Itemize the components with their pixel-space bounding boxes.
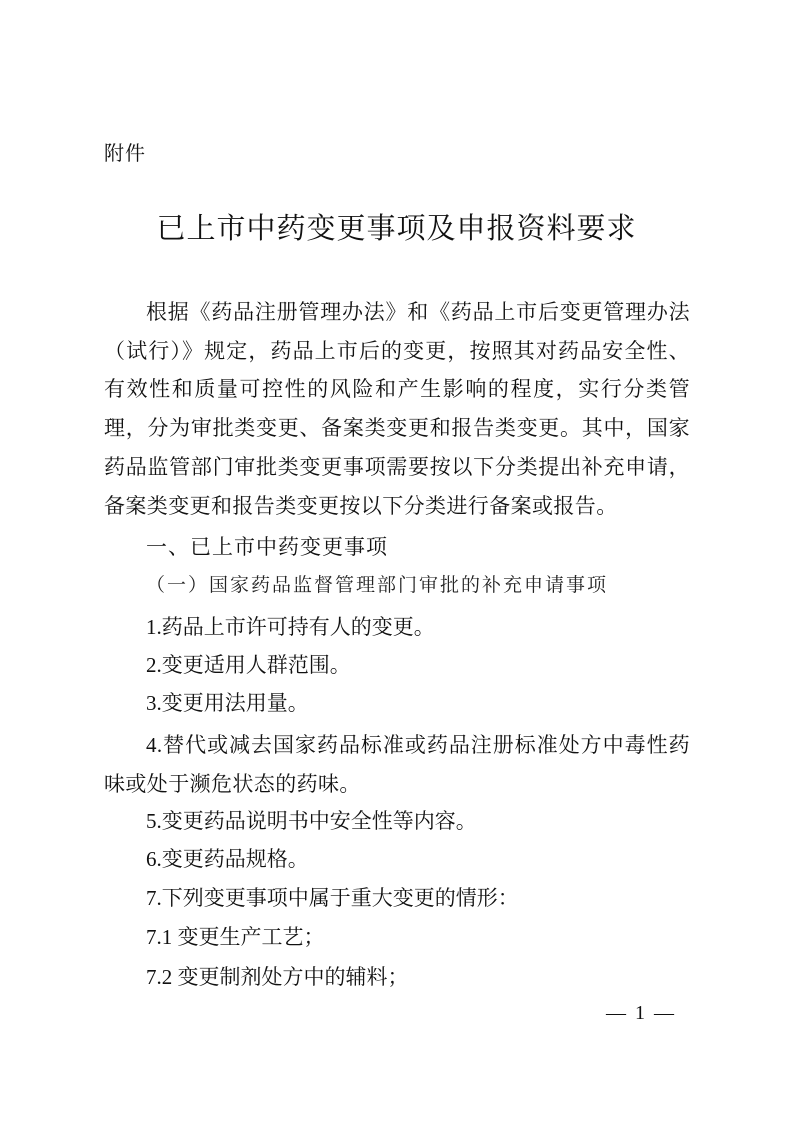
- section-heading: 一、已上市中药变更事项: [146, 535, 388, 559]
- item-text: 变更生产工艺；: [177, 925, 325, 949]
- item-number: 2.: [146, 653, 162, 677]
- item-text: 变更药品说明书中安全性等内容。: [161, 809, 477, 833]
- list-item: [146, 844, 309, 874]
- item-number: 7.: [146, 886, 162, 910]
- page-number: — 1 —: [606, 1002, 676, 1024]
- list-item: [146, 650, 351, 680]
- item-text: 变更药品规格。: [161, 847, 309, 871]
- item-number: 4.: [146, 733, 163, 757]
- intro-paragraph: 根据《药品注册管理办法》和《药品上市后变更管理办法（试行）》规定，药品上市后的变更，按照其对药品安全性、有效性和质量可控性的风险和产生影响的程度，实行分类管理，分为审批类变更、备案类变更和报告类变更。其中，国家药品监管部门审批类变更事项需要按以下分类提出补充申请，备案类变更和报告类变更按以下分类进行备案或报告。: [104, 300, 690, 518]
- list-item: [146, 922, 325, 952]
- list-item: [104, 726, 690, 803]
- item-text: 变更制剂处方中的辅料；: [177, 965, 409, 989]
- item-number: 6.: [146, 847, 162, 871]
- item-text: 替代或减去国家药品标准或药品注册标准处方中毒性药味或处于濒危状态的药味。: [104, 733, 690, 796]
- item-text: 变更适用人群范围。: [161, 653, 351, 677]
- item-text: 药品上市许可持有人的变更。: [161, 615, 435, 639]
- document-title: 已上市中药变更事项及申报资料要求: [156, 211, 637, 245]
- list-item: [146, 883, 519, 913]
- item-text: 下列变更事项中属于重大变更的情形：: [161, 886, 519, 910]
- item-number: 7.2: [146, 965, 178, 989]
- list-item: [146, 962, 409, 992]
- list-item: [146, 806, 477, 836]
- list-item: [146, 688, 309, 718]
- item-number: 3.: [146, 691, 162, 715]
- item-number: 1.: [146, 615, 162, 639]
- item-text: 变更用法用量。: [161, 691, 309, 715]
- subsection-heading: （一）国家药品监督管理部门审批的补充申请事项: [146, 574, 609, 596]
- item-number: 5.: [146, 809, 162, 833]
- attachment-label: 附件: [104, 141, 146, 165]
- list-item: [146, 612, 435, 642]
- item-number: 7.1: [146, 925, 178, 949]
